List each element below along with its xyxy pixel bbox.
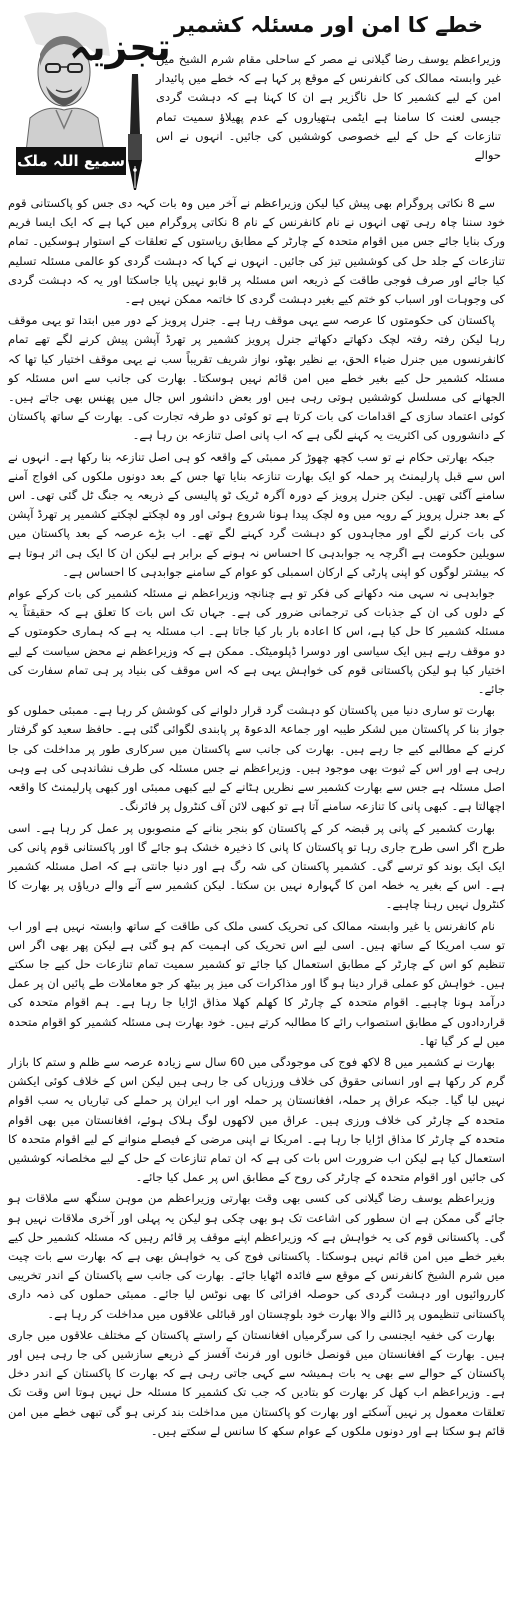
article-paragraph: پاکستان کی حکومتوں کا عرصہ سے یہی موقف رہا ہے۔ جنرل پرویز کے دور میں ابتدا تو یہی موقف رہا لیکن رفتہ رفتہ لچک دکھاتے دکھاتے جنرل پرویز کشمیر پر تھرڈ آپشن پیش کرنے لگے تھے تمام کانفرنسوں میں جنرل ضیاء الحق، بے نظیر بھٹو، نواز شریف تقریباً سب نے یہی موقف اختیار کیا تھا کہ مسئلہ کشمیر حل کیے بغیر خطے میں امن قائم نہیں ہوسکتا۔ بھارت کی جانب سے اس مسئلہ کو الجھانے کی مسلسل کوششیں ہوتی رہی ہیں اور بعض دانشور اس جال میں پھنس بھی جاتے ہیں۔ کوئی اعتماد سازی کے اقدامات کی بات کرتا ہے تو کوئی دو طرفہ تجارت کی۔ بھارت کے ساتھ پاکستان کے دانشوروں کی اکثریت یہ کہنے لگی ہے کہ اب پانی اصل تنازعہ بن رہا ہے۔ <box>8 313 505 443</box>
article-paragraph: بھارت نے کشمیر میں 8 لاکھ فوج کی موجودگی میں 60 سال سے زیادہ عرصہ سے ظلم و ستم کا بازار گرم کر رکھا ہے اور انسانی حقوق کی خلاف ورزیاں کی جا رہی ہیں لیکن اس کے خلاف کوئی ایکشن نہیں لیا گیا۔ جبکہ عراق پر حملہ، افغانستان پر حملہ اور اب ایران پر حملے کی تیاریاں یہ سب اقوام متحدہ کے چارٹر کی خلاف ورزی ہیں۔ عراق میں لاکھوں لوگ ہلاک ہوئے، افغانستان میں بھی اقوام متحدہ کے چارٹر کا مذاق اڑایا جا رہا ہے۔ امریکا نے اپنی مرضی کے فیصلے منوانے کے لیے اقوام متحدہ کا استعمال کیا ہے لیکن اب ضرورت اس بات کی ہے کہ ان تمام تنازعات کے حل کے لیے مخلصانہ کوششیں کی جائیں اور اقوام متحدہ کے چارٹر کی روح کے مطابق اس پر عمل کیا جائے۔ <box>8 1054 505 1185</box>
article-paragraph: بھارت کی خفیہ ایجنسی را کی سرگرمیاں افغانستان کے راستے پاکستان کے مختلف علاقوں میں جاری ہیں۔ بھارت کے افغانستان میں قونصل خانوں اور فرنٹ آفسز کے ذریعے سازشیں کی جا رہی ہیں اور پاکستان کے حوالے سے بھی یہ بات ہمیشہ سے کہی جاتی رہی ہے کہ بھارت کا پاکستان کے اندر دخل ہے۔ وزیراعظم اب کھل کر بھارت کو بتادیں کہ جب تک کشمیر کا مسئلہ حل نہیں ہوتا اس وقت تک تعلقات معمول پر نہیں آسکتے اور بھارت کو پاکستان میں مداخلت بند کرنی ہو گی تبھی خطے میں امن قائم ہو سکتا ہے اور دونوں ملکوں کے عوام سکھ کا سانس لے سکتے ہیں۔ <box>8 1327 505 1438</box>
article-paragraph: بھارت کشمیر کے پانی پر قبضہ کر کے پاکستان کو بنجر بنانے کے منصوبوں پر عمل کر رہا ہے۔ اسی طرح اگر اسی طرح جاری رہا تو پاکستان کا پانی کا ذخیرہ خشک ہو جائے گا اور پاکستانی قوم پانی کی ایک ایک بوند کو ترسے گی۔ کشمیر پاکستان کی شہ رگ ہے اور دنیا جانتی ہے کہ اصل مسئلہ کشمیر ہے۔ اس کے بغیر یہ خطہ امن کا گہوارہ نہیں بن سکتا۔ لیکن کشمیر سے آنے والے دریاؤں پر بھارت کا کنٹرول نہیں رہنا چاہیے۔ <box>8 820 505 912</box>
article-paragraph: جوابدہی نہ سہی منہ دکھانے کی فکر تو ہے چنانچہ وزیراعظم نے مسئلہ کشمیر کی بات کرکے عوام کے دلوں کی ان کے جذبات کی ترجمانی ضرور کی ہے۔ جہاں تک اس بات کا تعلق ہے کہ حقیقتاً یہ مسئلہ کشمیر کا حل کیا ہے، اس کا اعادہ بار بار کیا جاتا ہے۔ اب مسئلہ یہ ہے کہ ہماری حکومتوں کے دو موقف رہے ہیں ایک سیاسی اور دوسرا ڈپلومیٹک۔ ممکن ہے کہ وزیراعظم نے محض سیاست کے لیے اختیار کیا ہو لیکن پاکستانی قوم کی خواہش یہی ہے کہ اس موقف کی بنیاد پر ہی تمام سفارت کی جائے۔ <box>8 586 505 697</box>
article-paragraph: بھارت تو ساری دنیا میں پاکستان کو دہشت گرد قرار دلوانے کی کوشش کر رہا ہے۔ ممبئی حملوں کو جواز بنا کر پاکستان میں لشکر طیبہ اور جماعۃ الدعوۃ پر پابندی لگوائی گئی ہے۔ حافظ سعید کو گرفتار کرنے کے مطالبے کیے جا رہے ہیں۔ بھارت کی جانب سے پاکستان میں سرکاری طور پر مداخلت کی جا رہی ہے اور اس کے ثبوت بھی موجود ہیں۔ وزیراعظم نے جس مسئلہ کی طرف نشاندہی کی ہے وہی اصل مسئلہ ہے جس سے بھارت کشمیر سے نظریں ہٹانے کے لیے کبھی ممبئی اور کبھی پارلیمنٹ کا واقعہ اچھالتا ہے۔ کبھی پانی کا تنازعہ سامنے آتا ہے تو کبھی لائن آف کنٹرول پر فائرنگ۔ <box>8 703 505 814</box>
article-paragraph: نام کانفرنس یا غیر وابستہ ممالک کی تحریک کسی ملک کی طاقت کے ساتھ وابستہ نہیں ہے اور اب تو سب امریکا کے ساتھ ہیں۔ اسی لیے اس تحریک کی اہمیت کم ہو گئی ہے لیکن پھر بھی اگر اس تنظیم کو اس کے چارٹر کے مطابق استعمال کیا جائے تو کشمیر سمیت تمام تنازعات حل کیے جا سکتے ہیں۔ خواہش کو عملی قرار دینا ہو گا اور مذاکرات کی میز پر بیٹھ کر جو معاملات طے پائیں ان پر عمل درآمد ہونا چاہیے۔ اقوام متحدہ کے چارٹر کا کھلم کھلا مذاق اڑایا جا رہا ہے۔ ہم اقوام متحدہ کی قراردادوں کے مطابق استصواب رائے کا مطالبہ کرتے ہیں۔ خود بھارت ہی مسئلہ کشمیر کو اقوام متحدہ میں لے کر گیا تھا۔ <box>8 918 505 1048</box>
author-name: سمیع اللہ ملک <box>16 147 126 175</box>
column-logo <box>69 22 171 69</box>
article-paragraph: جبکہ بھارتی حکام نے تو سب کچھ چھوڑ کر ممبئی کے واقعہ کو ہی اصل تنازعہ بنا رکھا ہے۔ انہوں نے اس سے قبل پارلیمنٹ پر حملہ کو ایک بھارت تنازعہ بنایا تھا جس کے بعد دونوں ملکوں کی افواج آمنے سامنے آگئی تھیں۔ لیکن جنرل پرویز کے دورہ آگرہ ٹریک ٹو پالیسی کے ذریعہ یہ جنگ ٹل گئی تھی۔ اس کے بعد جنرل پرویز کے رویہ میں وہ لچک پیدا ہونا شروع ہوئی اور وہ لچکتے لچکتے کشمیر پر تھرڈ آپشن کی بات کرنے لگے اور مجاہدوں کو دہشت گرد کہنے لگے تھے۔ اب بڑے عرصہ کے بعد پاکستان میں سویلین حکومت ہے اگرچہ یہ جوابدہی کا احساس نہ ہونے کے برابر ہے لیکن ان کا ایک ہی اثر ہوتا ہے کہ بیشتر لوگوں کو اپنی پارٹی کے ارکان اسمبلی کو عوام کے سامنے جوابدہی کا احساس ہے۔ <box>8 449 505 579</box>
article-paragraph: وزیراعظم یوسف رضا گیلانی کی کسی بھی وقت بھارتی وزیراعظم من موہن سنگھ سے ملاقات ہو جائے گی ممکن ہے ان سطور کی اشاعت تک ہو بھی چکی ہو لیکن یہ پہلی اور آخری ملاقات نہیں ہو گی۔ پاکستانی قوم کی یہ خواہش ہے کہ وزیراعظم اپنے موقف پر قائم رہیں کہ مسئلہ کشمیر حل کیے بغیر خطے میں امن قائم نہیں ہوسکتا۔ پاکستانی فوج کی یہ خواہش بھی ہے کہ بھارت سے بات چیت میں شرم الشیخ کانفرنس کے موقع سے فائدہ اٹھایا جائے۔ بھارت کی جانب سے پاکستان کے اندر تخریبی کارروائیوں اور دہشت گردی کی حوصلہ افزائی کا بھی نوٹس لیا جائے۔ ممبئی حملوں کی ذمہ داری پاکستانی تنظیموں پر ڈالنے والا بھارت خود بلوچستان اور قبائلی علاقوں میں مداخلت کر رہا ہے۔ <box>8 1191 505 1321</box>
column-header <box>6 4 506 190</box>
article-headline: خطے کا امن اور مسئلہ کشمیر <box>173 13 484 37</box>
article-intro: وزیراعظم یوسف رضا گیلانی نے مصر کے ساحلی مقام شرم الشیخ میں غیر وابستہ ممالک کی کانفرنس کے موقع پر کہا ہے کہ خطے میں پائیدار امن کے لیے کشمیر کا حل ناگزیر ہے ان کا کہنا ہے کہ دہشت گردی جیسی لعنت کا سامنا ہے ایٹمی ہتھیاروں کے عدم پھیلاؤ سمیت تمام تنازعات کے حل کے لیے خصوصی کوششیں کی جائیں۔ انہوں نے اس حوالے <box>156 52 501 163</box>
column-logo-text: تجزیہ <box>69 25 171 69</box>
article-body <box>8 194 505 1598</box>
fountain-pen-icon <box>114 74 154 194</box>
article-paragraph: سے 8 نکاتی پروگرام بھی پیش کیا لیکن وزیراعظم نے آخر میں وہ بات کہہ دی جس کو پاکستانی قوم خود سننا چاہ رہی تھی انہوں نے نام کانفرنس کے نام 8 نکاتی پروگرام میں کہا ہے کہ ایک ایسا فریم ورک بنایا جائے جس میں اقوام متحدہ کے چارٹر کے مطابق ریاستوں کے تعلقات کے استوار ہوسکیں۔ تمام تنازعات کے جلد حل کی کوششیں تیز کی جائیں۔ انہوں نے کہا کہ دہشت گردی کو عالمی مسئلہ تسلیم کیا جائے اور صرف فوجی طاقت کے ذریعہ اس مسئلہ پر قابو نہیں پایا جاسکتا اور یہ کہ دہشت گردی کی وجوہات اور اسباب کو ختم کیے بغیر دہشت گردی کا خاتمہ ممکن نہیں ہے۔ <box>8 196 505 307</box>
